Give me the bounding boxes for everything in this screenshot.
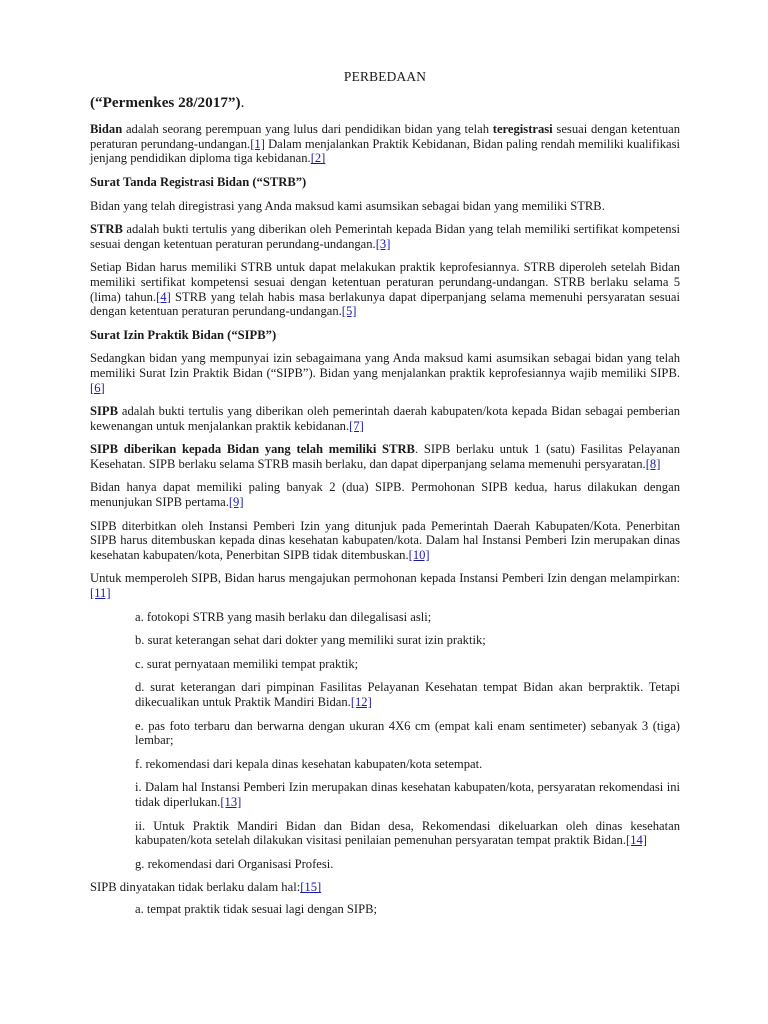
paragraph-sipb-assumption xyxy=(90,351,680,395)
subtitle-tail: . xyxy=(240,93,245,111)
paragraph-text: STRB yang telah habis masa berlakunya dapat diperpanjang selama memenuhi persyaratan sesuai dengan ketentuan peraturan perundang-undangan. xyxy=(90,289,680,319)
list-item: g. rekomendasi dari Organisasi Profesi. xyxy=(135,856,334,871)
footnote-link-11[interactable]: [11] xyxy=(90,586,111,601)
paragraph-text: sesuai dengan ketentuan peraturan perundang-undangan. xyxy=(90,122,680,151)
document-subtitle xyxy=(90,93,680,111)
list-item xyxy=(135,780,680,809)
document-title: PERBEDAAN xyxy=(343,69,427,84)
paragraph-text: adalah bukti tertulis yang diberikan oleh Pemerintah kepada Bidan yang telah memiliki sertifikat kompetensi sesuai dengan ketentuan peraturan perundang-undangan. xyxy=(90,222,680,251)
paragraph-text: Setiap Bidan harus memiliki STRB untuk dapat melakukan praktik keprofesiannya. STRB diperoleh setelah Bidan memiliki sertifikat kompetensi sesuai dengan ketentuan peraturan perundang-undangan. STRB berlaku selama 5 (lima) tahun. xyxy=(90,260,680,304)
footnote-link-9[interactable]: [9] xyxy=(228,495,244,510)
footnote-link-12[interactable]: [12] xyxy=(350,695,372,709)
paragraph-sipb-issuer xyxy=(90,519,680,563)
requirements-list xyxy=(135,610,680,872)
subtitle-text: (“Permenkes 28/2017”) xyxy=(90,93,241,111)
term-sipb-requirement: SIPB diberikan kepada Bidan yang telah memiliki STRB xyxy=(90,442,415,457)
list-item xyxy=(135,819,680,848)
paragraph-text: SIPB diterbitkan oleh Instansi Pemberi Izin yang ditunjuk pada Pemerintah Daerah Kabupaten/Kota. Penerbitan SIPB harus ditembuskan kepada dinas kesehatan kabupaten/kota. Dalam hal Instansi Pemberi Izin merupakan dinas kesehatan kabupaten/kota, Penerbitan SIPB tidak ditembuskan. xyxy=(90,518,680,562)
footnote-link-15[interactable]: [15] xyxy=(300,880,322,895)
list-item: b. surat keterangan sehat dari dokter yang memiliki surat izin praktik; xyxy=(135,633,486,648)
list-item: e. pas foto terbaru dan berwarna dengan ukuran 4X6 cm (empat kali enam sentimeter) sebanyak 3 (tiga) lembar; xyxy=(135,718,680,748)
paragraph-sipb-application xyxy=(90,571,680,600)
footnote-link-3[interactable]: [3] xyxy=(375,236,391,251)
paragraph-bidan-definition xyxy=(90,122,680,166)
list-item-text: ii. Untuk Praktik Mandiri Bidan dan Bidan desa, Rekomendasi dikeluarkan oleh dinas kesehatan kabupaten/kota setelah dilakukan visitasi penilaian pemenuhan persyaratan tempat praktik Bidan. xyxy=(135,818,680,848)
footnote-link-4[interactable]: [4] xyxy=(156,289,171,304)
footnote-link-2[interactable]: [2] xyxy=(310,151,326,166)
paragraph-sipb-validity xyxy=(90,442,680,471)
footnote-link-1[interactable]: [1] xyxy=(250,136,265,151)
paragraph-sipb-invalid xyxy=(90,880,680,895)
paragraph-strb-validity xyxy=(90,260,680,318)
paragraph-text: Sedangkan bidan yang mempunyai izin sebagaimana yang Anda maksud kami asumsikan sebagai bidan yang telah memiliki Surat Izin Praktik Bidan (“SIPB”). Bidan yang menjalankan praktik keprofesiannya wajib memiliki SIPB. xyxy=(90,351,680,380)
footnote-link-14[interactable]: [14] xyxy=(626,833,647,848)
heading-strb: Surat Tanda Registrasi Bidan (“STRB”) xyxy=(90,174,307,189)
list-item-text: i. Dalam hal Instansi Pemberi Izin merupakan dinas kesehatan kabupaten/kota, persyaratan rekomendasi ini tidak diperlukan. xyxy=(135,780,680,809)
paragraph-strb-definition xyxy=(90,222,680,251)
paragraph-text: Bidan hanya dapat memiliki paling banyak 2 (dua) SIPB. Permohonan SIPB kedua, harus dilakukan dengan menunjukan SIPB pertama. xyxy=(90,480,680,510)
list-item-text: d. surat keterangan dari pimpinan Fasilitas Pelayanan Kesehatan tempat Bidan akan berpraktik. Tetapi dikecualikan untuk Praktik Mandiri Bidan. xyxy=(135,680,680,709)
paragraph-text: Dalam menjalankan Praktik Kebidanan, Bidan paling rendah memiliki kualifikasi jenjang pendidikan diploma tiga kebidanan. xyxy=(90,136,680,166)
list-item: c. surat pernyataan memiliki tempat praktik; xyxy=(135,656,359,671)
paragraph-text: adalah bukti tertulis yang diberikan oleh pemerintah daerah kabupaten/kota kepada Bidan sebagai pemberian kewenangan untuk menjalankan praktik kebidanan. xyxy=(90,404,680,433)
list-item: a. fotokopi STRB yang masih berlaku dan dilegalisasi asli; xyxy=(135,609,432,624)
paragraph-sipb-limit xyxy=(90,480,680,509)
footnote-link-8[interactable]: [8] xyxy=(645,456,661,471)
document-page xyxy=(90,70,680,926)
paragraph-strb-assumption: Bidan yang telah diregistrasi yang Anda maksud kami asumsikan sebagai bidan yang memiliki STRB. xyxy=(90,198,605,213)
paragraph-sipb-definition xyxy=(90,404,680,433)
term-strb: STRB xyxy=(90,222,123,237)
heading-sipb: Surat Izin Praktik Bidan (“SIPB”) xyxy=(90,327,277,342)
invalid-conditions-list xyxy=(135,902,680,917)
paragraph-text: . SIPB berlaku untuk 1 (satu) Fasilitas Pelayanan Kesehatan. SIPB berlaku selama STRB masih berlaku, dan dapat diperpanjang selama memenuhi persyaratan. xyxy=(90,442,680,471)
footnote-link-7[interactable]: [7] xyxy=(349,418,364,433)
list-item: f. rekomendasi dari kepala dinas kesehatan kabupaten/kota setempat. xyxy=(135,756,483,771)
term-sipb: SIPB xyxy=(90,404,118,419)
footnote-link-6[interactable]: [6] xyxy=(90,380,105,395)
term-teregistrasi: teregistrasi xyxy=(492,122,553,137)
paragraph-text: Untuk memperoleh SIPB, Bidan harus mengajukan permohonan kepada Instansi Pemberi Izin dengan melampirkan: xyxy=(90,571,680,586)
list-item: a. tempat praktik tidak sesuai lagi dengan SIPB; xyxy=(135,901,378,916)
footnote-link-10[interactable]: [10] xyxy=(408,547,430,562)
paragraph-text: adalah seorang perempuan yang lulus dari pendidikan bidan yang telah xyxy=(122,122,493,137)
paragraph-text: SIPB dinyatakan tidak berlaku dalam hal: xyxy=(90,880,301,895)
term-bidan: Bidan xyxy=(90,122,123,137)
list-item xyxy=(135,680,680,709)
footnote-link-5[interactable]: [5] xyxy=(341,304,357,319)
footnote-link-13[interactable]: [13] xyxy=(220,794,242,809)
